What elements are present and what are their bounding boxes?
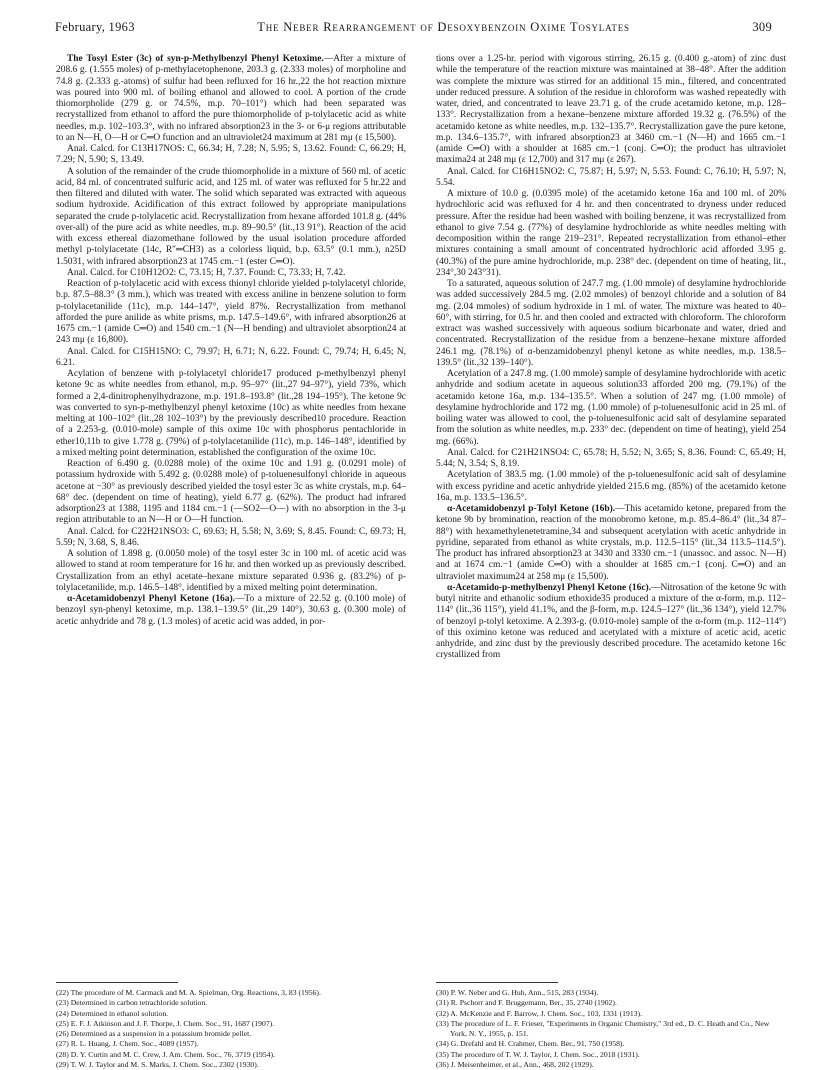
paragraph — [436, 369, 786, 448]
footnotes-left — [56, 988, 406, 1070]
footnote: (30) P. W. Neber and G. Huh, Ann., 515, 283 (1934). — [436, 988, 599, 997]
paragraph — [436, 189, 786, 279]
footnote: (24) Determined in ethanol solution. — [56, 1008, 169, 1018]
paragraph-text: —After a mixture of 208.6 g. (1.555 moles) of p-methylacetophenone, 203.3 g. (2.333 moles) of morpholine and 74.8 g. (2.333 g.-atoms) of sulfur had been refluxed for 16 hr.,22 the hot reaction mixture was poured into 900 ml. of boiling ethanol and allowed to cool. A portion of the crude thiomorpholide (279 g. or 74.5%, m.p. 70–101°) which had been separated was recrystallized from ethanol to afford the pure thiomorpholide of p-tolylacetic acid as white needles, m.p. 102–103.3°, with no infrared absorption23 in the 3- or 6-μ regions attributable to an N—H, O—H or C═O function and an ultraviolet24 maximum at 281 mμ (ε 15,500). — [56, 54, 406, 143]
paragraph-text: Anal. Calcd. for C15H15NO: C, 79.97; H, 6.71; N, 6.22. Found: C, 79.74; H, 6.45; N, 6.21. — [56, 346, 406, 368]
paragraph — [56, 347, 406, 370]
paragraph — [56, 54, 406, 144]
paragraph-text: Anal. Calcd. for C13H17NOS: C, 66.34; H, 7.28; N, 5.95; S, 13.62. Found: C, 66.29; H, 7.29; N, 5.90; S, 13.49. — [56, 144, 406, 166]
section-heading: α-Acetamidobenzyl p-Tolyl Ketone (16b). — [447, 504, 616, 514]
footnote: (22) The procedure of M. Carmack and M. A. Spielman, Org. Reactions, 3, 83 (1956). — [56, 988, 321, 997]
paragraph — [56, 527, 406, 550]
paragraph-text: Anal. Calcd. for C22H21NSO3: C, 69.63; H, 5.58; N, 3.69; S, 8.45. Found: C, 69.73; H, 5.59; N, 3.68, S, 8.46. — [56, 526, 406, 548]
paragraph — [56, 594, 406, 628]
running-header — [55, 20, 772, 36]
paragraph — [56, 279, 406, 347]
paragraph-text: A mixture of 10.0 g. (0.0395 mole) of the acetamido ketone 16a and 100 ml. of 20% hydrochloric acid was refluxed for 4 hr. and then concentrated to dryness under reduced pressure. After the residue had been washed with boiling benzene, it was recrystallized from ethanol to give 7.54 g. (77%) of desylamine hydrochloride as white needles melting with decomposition within the range 219–231°. Repeated recrystallization from ethanol–ether mixtures containing a small amount of concentrated hydrochloric acid afforded 3.95 g. (40.3%) of the pure amine hydrochloride, m.p. 238° dec. (dependent on time of heating, lit., 234°,30 243°31). — [436, 189, 786, 278]
footnotes-right — [436, 988, 786, 1070]
paragraph-text: Anal. Calcd. for C10H12O2: C, 73.15; H, 7.37. Found: C, 73.33; H, 7.42. — [67, 267, 346, 278]
section-heading: α-Acetamido-p-methylbenzyl Phenyl Ketone (16c). — [447, 582, 652, 593]
paragraph — [56, 167, 406, 268]
paragraph — [56, 549, 406, 594]
footnote: (36) J. Meisenheimer, et al., Ann., 468, 202 (1929). — [436, 1060, 594, 1070]
paragraph-text: —This acetamido ketone, prepared from the ketone 9b by bromination, reaction of the monobromo ketone, m.p. 85.4–86.4° (lit.,34 87–88°) with hexamethylenetetramine,34 and subsequent acetylation with acetic anhydride in pyridine, separated from ethanol as white crystals, m.p. 112.5–115° (lit.,34 113.5–114.5°). The product has infrared absorption23 at 3430 and 3330 cm.−1 (unassoc. and assoc. N—H) and at 1674 cm.−1 (amide C═O) with a shoulder at 1685 cm.−1 (conj. C═O) and an ultraviolet maximum24 at 258 mμ (ε 15,500). — [436, 504, 786, 582]
footnote: (29) T. W. J. Taylor and M. S. Marks, J. Chem. Soc., 2302 (1930). — [56, 1060, 259, 1070]
footnote-rule-right — [436, 982, 558, 983]
paragraph-text: tions over a 1.25-hr. period with vigorous stirring, 26.15 g. (0.400 g.-atom) of zinc dust while the temperature of the reaction mixture was maintained at 38–48°. After the addition was complete the mixture was stirred for an additional 15 min., filtered, and concentrated under reduced pressure. A solution of the residue in chloroform was washed repeatedly with water, dried, and concentrated to leave 23.71 g. of the crude acetamido ketone, m.p. 128–133°. Recrystallization from a hexane–benzene mixture afforded 19.32 g. (76.5%) of the acetamido ketone as white needles, m.p. 132–135.7°. Recrystallization gave the pure ketone, m.p. 134.6–135.7°, with infrared absorption23 at 3460 cm.−1 (N—H) and 1665 cm.−1 (amide C═O) with a shoulder at 1685 cm.−1 (conj. C═O); the product has ultraviolet maxima24 at 248 mμ (ε 12,700) and 317 mμ (ε 267). — [436, 54, 786, 166]
footnote: (23) Determined in carbon tetrachloride solution. — [56, 998, 208, 1008]
header-title: The Neber Rearrangement of Desoxybenzoin Oxime Tosylates — [257, 20, 630, 34]
paragraph-text: Anal. Calcd. for C16H15NO2: C, 75.87; H, 5.97; N, 5.53. Found: C, 76.10; H, 5.97; N, 5.54. — [436, 166, 786, 188]
section-heading: The Tosyl Ester (3c) of syn-p-Methylbenzyl Phenyl Ketoxime. — [67, 54, 324, 64]
footnote: (33) The procedure of L. F. Frieser, "Experiments in Organic Chemistry," 3rd ed., D. C. Heath and Co., New York, N. Y., 1955, p. 151. — [436, 1018, 770, 1039]
left-column — [56, 54, 406, 628]
paragraph-text: A solution of the remainder of the crude thiomorpholide in a mixture of 560 ml. of acetic acid, 84 ml. of concentrated sulfuric acid, and 125 ml. of water was refluxed for 5 hr.22 and then filtered and diluted with water. The solid which separated was extracted with aqueous sodium hydroxide. Acidification of this extract followed by appropriate manipulations separated the crude p-tolylacetic acid. Recrystallization from hexane afforded 101.8 g. (44% over-all) of the pure acid as white needles, m.p. 89–90.5° (lit.,13 91°). Reaction of the acid with excess ethereal diazomethane followed by the usual isolation procedure afforded methyl p-tolylacetate (14c, R″═CH3) as a colorless liquid, b.p. 63.5° (0.1 mm.), n25D 1.5031, with infrared absorption23 at 1745 cm.−1 (ester C═O). — [56, 166, 406, 267]
right-column — [436, 54, 786, 662]
paragraph-text: Reaction of 6.490 g. (0.0288 mole) of the oxime 10c and 1.91 g. (0.0291 mole) of potassium hydroxide with 5.492 g. (0.0288 mole) of p-toluenesulfonyl chloride in aqueous acetone at −30° as previously described yielded the tosyl ester 3c as white crystals, m.p. 64–68° dec. (dependent on time of heating), yield 6.77 g. (62%). The product had infrared adsorption23 at 1388, 1195 and 1184 cm.−1 (—SO2—O—) with no absorption in the 3-μ region attributable to an N—H or O—H function. — [56, 459, 406, 526]
footnote: (32) A. McKenzie and F. Barrow, J. Chem. Soc., 103, 1331 (1913). — [436, 1008, 642, 1018]
paragraph — [436, 583, 786, 662]
paragraph — [436, 54, 786, 167]
paragraph — [56, 459, 406, 527]
paragraph-text: Acylation of benzene with p-tolylacetyl chloride17 produced p-methylbenzyl phenyl ketone 9c as white needles from ethanol, m.p. 95–97° (lit.,27 94–97°), yield 73%, which formed a 2,4-dinitrophenylhydrazone, m.p. 191.8–193.8° (lit.,28 194–195°). The ketone 9c was converted to syn-p-methylbenzyl phenyl ketoxime (10c) as white needles from hexane melting at 100–102° (lit.,28 102–103°) by the previously described10 procedure. Reaction of a 2.253-g. (0.010-mole) sample of this oxime 10c with phosphorus pentachloride in ether10,11b to give 1.778 g. (79%) of p-tolylacetanilide (11c), m.p. 146–148°, identified by a mixed melting point determination, established the configuration of the oxime 10c. — [56, 369, 406, 458]
paragraph-text: —Nitrosation of the ketone 9c with butyl nitrite and ethanolic sodium ethoxide35 produced a mixture of the α-form, m.p. 112–114° (lit.,36 115°), yield 41.1%, and the β-form, m.p. 124.5–127° (lit.,36 134°), yield 12.7% of benzoyl p-tolyl ketoxime. A 2.393-g. (0.010-mole) sample of the α-form (m.p. 112–114°) of this oximino ketone was reduced and acetylated with a mixture of acetic acid, acetic anhydride, and zinc dust by the previously described procedure. The acetamido ketone 16c crystallized from — [436, 582, 787, 661]
paragraph-text: A solution of 1.898 g. (0.0050 mole) of the tosyl ester 3c in 100 ml. of acetic acid was allowed to stand at room temperature for 16 hr. and then worked up as previously described. Crystallization from an ethyl acetate–hexane mixture separated 0.936 g. (83.2%) of p-tolylacetanilide, m.p. 146.5–148°, identified by a mixed melting point determination. — [56, 549, 406, 593]
paragraph — [56, 144, 406, 167]
paragraph — [436, 279, 786, 369]
paragraph — [56, 268, 406, 279]
footnote: (31) R. Pschorr and F. Bruggemann, Ber., 35, 2740 (1902). — [436, 998, 617, 1008]
paragraph — [436, 167, 786, 190]
paragraph — [56, 369, 406, 459]
footnote-rule-left — [56, 982, 178, 983]
header-date: February, 1963 — [55, 20, 135, 34]
footnote: (26) Determined as a suspension in a potassium bromide pellet. — [56, 1029, 252, 1039]
paragraph-text: To a saturated, aqueous solution of 247.7 mg. (1.00 mmole) of desylamine hydrochloride was added successively 284.5 mg. (2.02 mmoles) of benzoyl chloride and a solution of 84 mg. (2.04 mmoles) of sodium hydroxide in 1 ml. of water. The mixture was heated to 40–60°, with stirring, for 0.5 hr. and then cooled and extracted with chloroform. The chloroform extract was washed successively with aqueous sodium bicarbonate and water, dried and concentrated. Recrystallization of the residue from a benzene–hexane mixture afforded 246.1 mg. (78.1%) of α-benzamidobenzyl phenyl ketone as white needles, m.p. 138.5–139.5° (lit.,32 139–140°). — [436, 279, 786, 368]
footnote: (34) G. Drefahl and H. Crahmer, Chem. Ber., 91, 750 (1958). — [436, 1039, 625, 1049]
paragraph-text: Reaction of p-tolylacetic acid with excess thionyl chloride yielded p-tolylacetyl chloride, b.p. 87.5–88.3° (3 mm.), which was treated with excess aniline in benzene solution to form p-tolylacetanilide (11c), m.p. 144–147°, yield 87%. Recrystallization from methanol afforded the pure anilide as white prisms, m.p. 147.5–149.6°, with infrared absorption26 at 1675 cm.−1 (amide C═O) and 1540 cm.−1 (N—H bending) and ultraviolet absorption24 at 243 mμ (ε 16,800). — [56, 279, 406, 346]
paragraph — [436, 448, 786, 471]
footnote: (28) D. Y. Curtin and M. C. Crew, J. Am. Chem. Soc., 76, 3719 (1954). — [56, 1049, 276, 1059]
paragraph — [436, 470, 786, 504]
paragraph — [436, 504, 786, 583]
footnote: (25) E. F. J. Atkinson and J. F. Thorpe, J. Chem. Soc., 91, 1687 (1907). — [56, 1018, 275, 1028]
page-number: 309 — [752, 20, 772, 34]
footnote: (27) R. L. Huang, J. Chem. Soc., 4089 (1957). — [56, 1039, 199, 1049]
footnote: (35) The procedure of T. W. J. Taylor, J. Chem. Soc., 2018 (1931). — [436, 1049, 640, 1059]
paragraph-text: Acetylation of 383.5 mg. (1.00 mmole) of the p-toluenesulfonic acid salt of desylamine with excess pyridine and acetic anhydride yielded 215.6 mg. (85%) of the acetamido ketone 16a, m.p. 133.5–136.5°. — [436, 470, 786, 503]
paragraph-text: —To a mixture of 22.52 g. (0.100 mole) of benzoyl syn-phenyl ketoxime, m.p. 138.1–139.5° (lit.,29 140°), 30.63 g. (0.300 mole) of acetic anhydride and 78 g. (1.3 moles) of acetic acid was added, in por- — [56, 594, 406, 627]
paragraph-text: Anal. Calcd. for C21H21NSO4: C, 65.78; H, 5.52; N, 3.65; S, 8.36. Found: C, 65.49; H, 5.44; N, 3.54; S, 8.19. — [436, 447, 786, 469]
section-heading: α-Acetamidobenzyl Phenyl Ketone (16a). — [67, 594, 235, 604]
paragraph-text: Acetylation of a 247.8 mg. (1.00 mmole) sample of desylamine hydrochloride with acetic anhydride and sodium acetate in aqueous solution33 afforded 200 mg. (79.1%) of the acetamido ketone 16a, m.p. 134–135.5°. When a solution of 247 mg. (1.00 mmole) of desylamine hydrochloride and 172 mg. (1.00 mmole) of p-toluenesulfonic acid in 25 ml. of boiling water was allowed to cool, the p-toluenesulfonic acid salt of desylamine separated from the solution as white needles, m.p. 233° dec. (dependent on time of heating), yield 254 mg. (66%). — [436, 369, 786, 447]
